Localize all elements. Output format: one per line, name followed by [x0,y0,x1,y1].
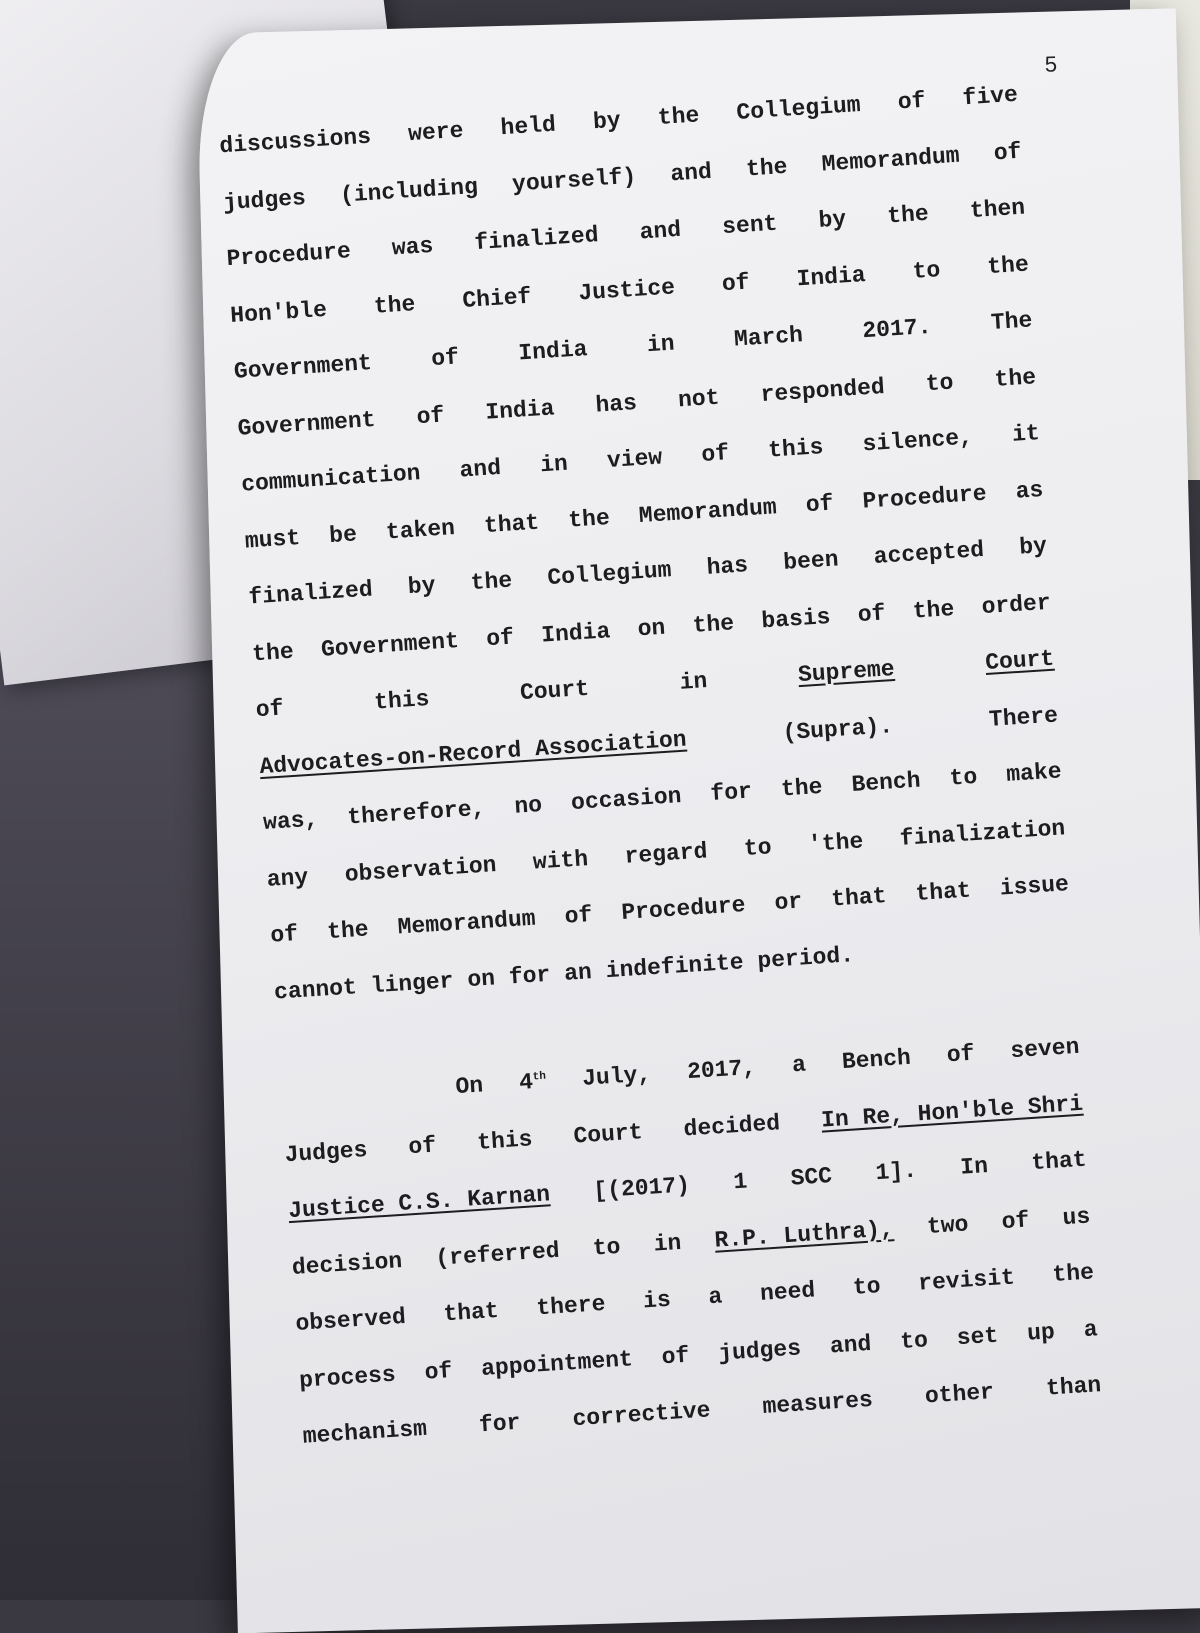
text-line: communication and in view of this silence, it [240,420,1041,498]
text-line: any observation with regard to 'the finalization [266,814,1067,893]
text-line: Justice C.S. Karnan [(2017) 1 SCC 1]. In that [287,1146,1088,1225]
text-line: cannot linger on for an indefinite period. [273,941,855,1006]
text-line: mechanism for corrective measures other than [302,1372,1103,1450]
text-line: Procedure was finalized and sent by the then [225,194,1026,273]
text-line: Government of India in March 2017. The [233,307,1034,385]
text-line: of this Court in Supreme Court [255,645,1056,724]
text-line: the Government of India on the basis of the order [251,589,1052,667]
text-line: of the Memorandum of Procedure or that that issue [269,871,1070,949]
text-line: was, therefore, no occasion for the Bench to make [262,758,1063,836]
text-line: Government of India has not responded to the [236,363,1037,442]
text-line: must be taken that the Memorandum of Procedure as [244,476,1045,555]
text-line: process of appointment of judges and to set up a [298,1315,1099,1394]
text-line: Advocates-on-Record Association (Supra). There [258,702,1059,780]
text-line: Judges of this Court decided In Re, Hon'ble Shri [283,1090,1084,1168]
text-line: finalized by the Collegium has been accepted by [247,532,1048,611]
body-text [219,82,1104,1480]
text-line: judges (including yourself) and the Memorandum of [222,138,1023,216]
case-citation: Justice C.S. Karnan [287,1181,551,1225]
case-citation: Supreme [797,655,896,689]
text-line: On 4th July, 2017, a Bench of seven [454,1033,1081,1101]
page-number: 5 [1044,51,1058,77]
document-page [196,8,1200,1633]
text-line: Hon'ble the Chief Justice of India to the [229,250,1030,329]
text-line: decision (referred to in R.P. Luthra), two of us [291,1202,1092,1281]
case-citation: Advocates-on-Record Association [258,726,688,780]
ordinal-date: 4th [518,1069,547,1096]
case-citation: Court [984,645,1056,677]
case-citation: R.P. Luthra), [713,1215,895,1254]
case-citation: In Re, Hon'ble Shri [820,1090,1084,1134]
text-line: observed that there is a need to revisit the [294,1259,1095,1337]
text-line: discussions were held by the Collegium of five [218,81,1019,160]
